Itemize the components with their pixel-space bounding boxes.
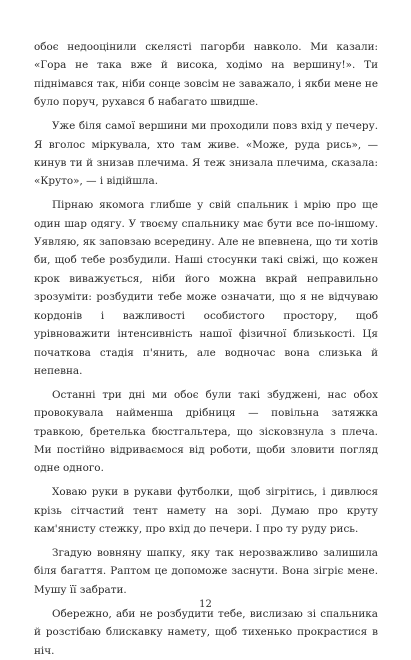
page-number: 12 [199,599,212,610]
paragraph-7: Обережно, аби не розбудити тебе, вислизаю зі спальника й розстібаю блискавку намету, щоб тихенько прокрастися в ніч. [34,607,378,657]
paragraph-5: Ховаю руки в рукави футболки, щоб зігрітись, і дивлюся крізь сітчастий тент намету на зорі. Думаю про круту кам'янисту стежку, про вхід до печери. І про ту руду рись. [34,486,378,536]
paragraph-4: Останні три дні ми обоє були такі збуджені, нас обох провокувала найменша дрібниця — повільна затяжка травкою, бретелька бюстгальтера, що зісковзнула з плеча. Ми постійно відриваємося від роботи, щоби зловити погляд одне одного. [34,388,378,475]
paragraph-6: Згадую вовняну шапку, яку так нерозважливо залишила біля багаття. Раптом це допоможе заснути. Вона зігріє мене. Мушу її забрати. [34,547,378,596]
paragraph-2: Уже біля самої вершини ми проходили повз вхід у печеру. Я вголос міркувала, хто там живе. «Може, руда рись», — кинув ти й знизав плечима. Я теж знизала плечима, сказала: «Круто», — і відійшла. [34,120,378,188]
paragraph-1: обоє недооцінили скелясті пагорби навколо. Ми казали: «Гора не така вже й висока, ходімо на вершину!». Ти піднімався так, ніби сонце зовсім не заважало, і якби мене не було поруч, рухався б набагато швидше. [34,41,378,109]
body-text [34,38,378,660]
paragraph-3: Пірнаю якомога глибше у свій спальник і мрію про ще один шар одягу. У твоєму спальнику має бути все по-іншому. Уявляю, як заповзаю всередину. Але не впевнена, що ти хотів би, щоб тебе розбудили. Наші стосунки такі свіжі, що кожен крок виважується, ніби його можна вкрай неправильно зрозуміти: розбудити тебе може означати, що я не відчуваю кордонів і важливості особистого простору, щоб урівноважити інтенсивність нашої фізичної близькості. Ця початкова стадія п'янить, але водночас вона слизька й непевна. [34,199,378,377]
